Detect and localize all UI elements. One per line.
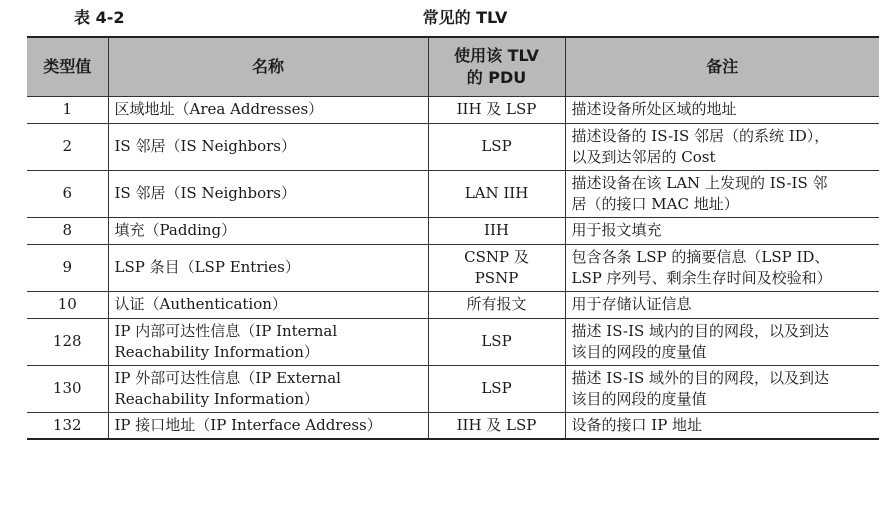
cell-name-line: Reachability Information） [114, 389, 319, 408]
header-pdu-line2: 的 PDU [466, 67, 527, 87]
cell-note [565, 291, 879, 318]
cell-name [108, 365, 428, 412]
cell-name [108, 291, 428, 318]
cell-name [108, 244, 428, 291]
cell-note-line: 用于报文填充 [571, 221, 662, 239]
cell-note-line: 描述 IS-IS 域内的目的网段，以及到达 [571, 321, 830, 340]
cell-type-value: 128 [27, 318, 108, 365]
cell-pdu [428, 318, 565, 365]
cell-pdu-line: LSP [481, 137, 512, 155]
cell-type-value: 6 [27, 170, 108, 217]
cell-note-line: 描述设备的 IS-IS 邻居（的系统 ID）， [571, 126, 830, 145]
cell-note-line: 描述设备在该 LAN 上发现的 IS-IS 邻 [571, 173, 828, 192]
table-row [27, 244, 879, 291]
header-pdu [428, 37, 565, 96]
cell-pdu-line: IIH 及 LSP [456, 415, 537, 434]
cell-type-value: 1 [27, 96, 108, 123]
cell-name [108, 123, 428, 170]
cell-name [108, 96, 428, 123]
table-row [27, 123, 879, 170]
table-title: 常见的 TLV [422, 8, 508, 27]
cell-pdu-line: LSP [481, 379, 512, 397]
cell-name [108, 217, 428, 244]
cell-note [565, 365, 879, 412]
cell-pdu [428, 244, 565, 291]
cell-type-value: 10 [27, 291, 108, 318]
cell-pdu [428, 217, 565, 244]
cell-name [108, 170, 428, 217]
cell-note-line: 该目的网段的度量值 [571, 342, 707, 361]
cell-name-line: IP 接口地址（IP Interface Address） [114, 415, 382, 434]
cell-note [565, 412, 879, 439]
cell-note-line: 该目的网段的度量值 [571, 389, 707, 408]
cell-name-line: IS 邻居（IS Neighbors） [114, 137, 297, 155]
header-note: 备注 [565, 37, 879, 96]
cell-note-line: 以及到达邻居的 Cost [571, 147, 716, 166]
cell-note [565, 318, 879, 365]
table-row [27, 170, 879, 217]
cell-name-line: IS 邻居（IS Neighbors） [114, 184, 297, 202]
cell-name-line: LSP 条目（LSP Entries） [114, 258, 300, 276]
cell-type-value: 132 [27, 412, 108, 439]
cell-type-value: 9 [27, 244, 108, 291]
cell-note-line: 描述设备所处区域的地址 [571, 100, 737, 118]
cell-name [108, 412, 428, 439]
cell-pdu-line: IIH [484, 221, 509, 239]
cell-name-line: IP 外部可达性信息（IP External [114, 368, 341, 387]
cell-note [565, 96, 879, 123]
cell-name-line: 区域地址（Area Addresses） [114, 100, 324, 118]
header-row [27, 37, 879, 96]
cell-type-value: 8 [27, 217, 108, 244]
cell-pdu [428, 291, 565, 318]
cell-pdu-line: LAN IIH [464, 184, 529, 202]
cell-pdu [428, 96, 565, 123]
cell-note [565, 244, 879, 291]
table-row [27, 96, 879, 123]
cell-pdu [428, 123, 565, 170]
cell-note-line: 设备的接口 IP 地址 [571, 415, 703, 434]
header-type: 类型值 [27, 37, 108, 96]
cell-pdu-line: CSNP 及 [464, 247, 529, 266]
cell-name-line: 填充（Padding） [114, 221, 237, 239]
cell-name-line: IP 内部可达性信息（IP Internal [114, 321, 338, 340]
cell-pdu-line: 所有报文 [466, 295, 527, 313]
table-number: 表 4-2 [74, 8, 125, 27]
cell-name [108, 318, 428, 365]
cell-pdu [428, 412, 565, 439]
table-row [27, 365, 879, 412]
table-row [27, 318, 879, 365]
cell-type-value: 130 [27, 365, 108, 412]
cell-note-line: 包含各条 LSP 的摘要信息（LSP ID、 [571, 247, 830, 266]
table-row [27, 217, 879, 244]
tlv-table [27, 36, 879, 440]
header-name: 名称 [108, 37, 428, 96]
cell-pdu-line: PSNP [474, 268, 519, 287]
cell-pdu [428, 365, 565, 412]
cell-pdu-line: LSP [481, 332, 512, 350]
header-pdu-line1: 使用该 TLV [454, 45, 539, 65]
cell-pdu [428, 170, 565, 217]
cell-note [565, 123, 879, 170]
table-row [27, 291, 879, 318]
cell-note-line: 居（的接口 MAC 地址） [571, 194, 739, 213]
cell-pdu-line: IIH 及 LSP [456, 100, 537, 118]
cell-name-line: 认证（Authentication） [114, 295, 287, 313]
cell-note [565, 170, 879, 217]
cell-name-line: Reachability Information） [114, 342, 319, 361]
table-body [27, 96, 879, 439]
cell-note-line: 描述 IS-IS 域外的目的网段，以及到达 [571, 368, 830, 387]
table-row [27, 412, 879, 439]
cell-note [565, 217, 879, 244]
cell-type-value: 2 [27, 123, 108, 170]
cell-note-line: 用于存储认证信息 [571, 295, 692, 313]
cell-note-line: LSP 序列号、剩余生存时间及校验和） [571, 268, 832, 287]
